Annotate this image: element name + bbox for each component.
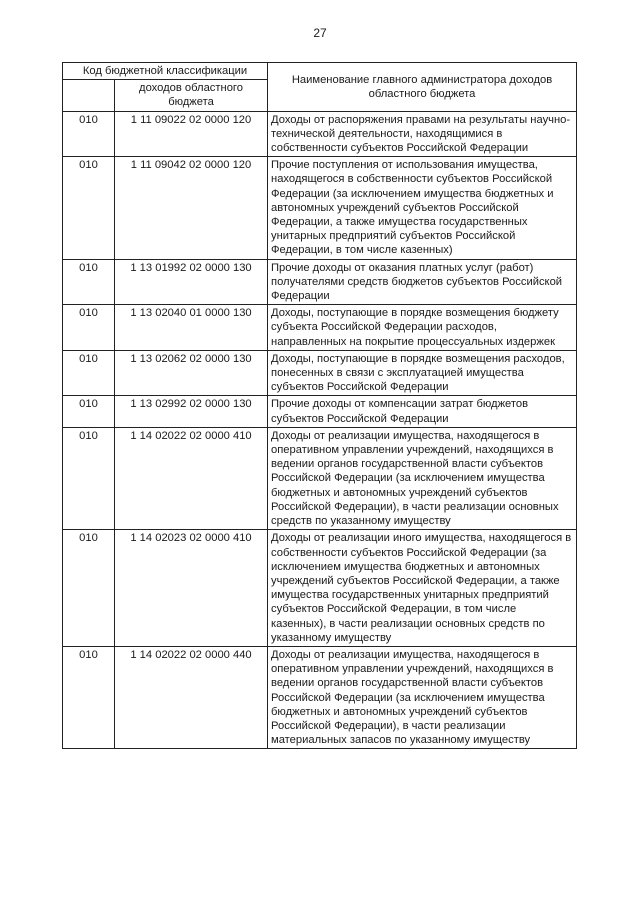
income-name-cell: Доходы, поступающие в порядке возмещения бюджету субъекта Российской Федерации расходов, направленных на покрытие процессуальных издержек [268, 305, 577, 351]
income-name-cell: Доходы от реализации иного имущества, находящегося в собственности субъектов Российской Федерации (за исключением имущества бюджетных и автономных учреждений субъектов Российской Федерации, а также имущества государственных унитарных предприятий субъектов Российской Федерации, в том числе казенных), в части реализации основных средств по указанному имуществу [268, 530, 577, 647]
admin-code-cell: 010 [63, 427, 115, 529]
admin-code-cell: 010 [63, 157, 115, 259]
admin-code-cell: 010 [63, 530, 115, 647]
header-budget-classification-code: Код бюджетной классификации [63, 63, 268, 80]
table-row [63, 111, 577, 157]
page-number: 27 [313, 26, 327, 40]
admin-code-cell: 010 [63, 305, 115, 351]
admin-code-cell: 010 [63, 396, 115, 427]
income-name-cell: Прочие поступления от использования имущества, находящегося в собственности субъектов Российской Федерации (за исключением имущества бюджетных и автономных учреждений субъектов Российской Федерации, а также имущества государственных унитарных предприятий субъектов Российской Федерации, в том числе казенных) [268, 157, 577, 259]
budget-classification-table [62, 62, 577, 749]
table-row [63, 396, 577, 427]
header-regional-budget-income: доходов областного бюджета [115, 80, 268, 111]
income-name-cell: Доходы от реализации имущества, находящегося в оперативном управлении учреждений, находящихся в ведении органов государственной власти субъектов Российской Федерации (за исключением имущества бюджетных и автономных учреждений субъектов Российской Федерации), в части реализации материальных запасов по указанному имуществу [268, 646, 577, 748]
income-name-cell: Доходы, поступающие в порядке возмещения расходов, понесенных в связи с эксплуатацией имущества субъектов Российской Федерации [268, 350, 577, 396]
table-row [63, 530, 577, 647]
income-code-cell: 1 13 02992 02 0000 130 [115, 396, 268, 427]
header-administrator-name: Наименование главного администратора доходов областного бюджета [268, 63, 577, 112]
table-row [63, 646, 577, 748]
income-name-cell: Прочие доходы от оказания платных услуг (работ) получателями средств бюджетов субъектов Российской Федерации [268, 259, 577, 305]
income-code-cell: 1 11 09042 02 0000 120 [115, 157, 268, 259]
income-code-cell: 1 14 02022 02 0000 410 [115, 427, 268, 529]
income-name-cell: Прочие доходы от компенсации затрат бюджетов субъектов Российской Федерации [268, 396, 577, 427]
table-row [63, 427, 577, 529]
table-row [63, 305, 577, 351]
table-row [63, 259, 577, 305]
table-row [63, 350, 577, 396]
income-code-cell: 1 13 01992 02 0000 130 [115, 259, 268, 305]
admin-code-cell: 010 [63, 350, 115, 396]
income-code-cell: 1 13 02062 02 0000 130 [115, 350, 268, 396]
table-row [63, 157, 577, 259]
income-code-cell: 1 13 02040 01 0000 130 [115, 305, 268, 351]
table-header-row [63, 63, 577, 80]
income-code-cell: 1 11 09022 02 0000 120 [115, 111, 268, 157]
admin-code-cell: 010 [63, 646, 115, 748]
header-administrator-code [63, 80, 115, 111]
table-body [63, 111, 577, 749]
income-name-cell: Доходы от реализации имущества, находящегося в оперативном управлении учреждений, находящихся в ведении органов государственной власти субъектов Российской Федерации (за исключением имущества бюджетных и автономных учреждений субъектов Российской Федерации), в части реализации основных средств по указанному имуществу [268, 427, 577, 529]
income-name-cell: Доходы от распоряжения правами на результаты научно-технической деятельности, находящимися в собственности субъектов Российской Федерации [268, 111, 577, 157]
admin-code-cell: 010 [63, 259, 115, 305]
admin-code-cell: 010 [63, 111, 115, 157]
income-code-cell: 1 14 02022 02 0000 440 [115, 646, 268, 748]
income-code-cell: 1 14 02023 02 0000 410 [115, 530, 268, 647]
